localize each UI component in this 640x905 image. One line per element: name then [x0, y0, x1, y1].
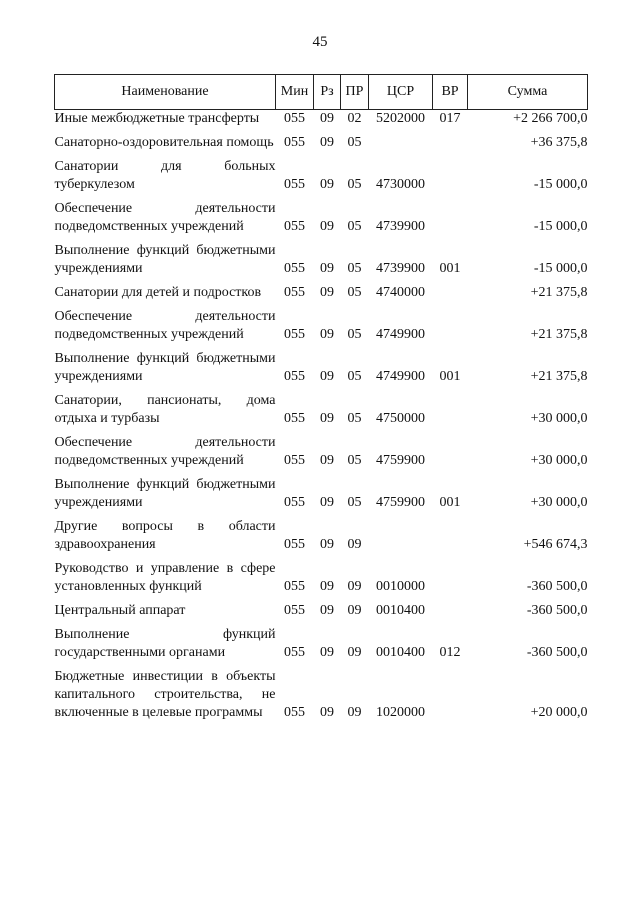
row-sum: -15 000,0 — [533, 177, 588, 192]
row-vr — [433, 392, 468, 434]
row-name: Бюджетные инвестиции в объекты капитального строительства, не включенные в целевые программы — [54, 669, 276, 720]
row-csr — [369, 134, 433, 158]
row-name: Санатории, пансионаты, дома отдыха и турбазы — [54, 393, 276, 426]
row-name-cell — [55, 158, 276, 200]
row-pr: 09 — [347, 579, 362, 594]
table-row — [55, 134, 588, 158]
row-min: 055 — [284, 705, 305, 720]
row-name: Центральный аппарат — [54, 603, 186, 618]
table-row — [55, 350, 588, 392]
row-rz: 09 — [320, 537, 334, 552]
table-body — [55, 110, 588, 729]
row-name: Обеспечение деятельности подведомственных учреждений — [54, 201, 276, 234]
row-csr: 4759900 — [376, 495, 425, 510]
row-name-cell — [55, 200, 276, 242]
header-vr: ВР — [433, 75, 468, 110]
row-pr: 09 — [347, 537, 362, 552]
table-row — [55, 668, 588, 728]
table-row — [55, 392, 588, 434]
page-number: 45 — [312, 34, 328, 50]
row-name-cell — [55, 308, 276, 350]
header-name: Наименование — [55, 75, 276, 110]
row-sum: -360 500,0 — [526, 603, 588, 618]
row-name: Санатории для детей и подростков — [54, 285, 262, 300]
header-pr: ПР — [341, 75, 369, 110]
row-name: Выполнение функций государственными органами — [54, 627, 276, 660]
row-pr: 05 — [347, 495, 362, 510]
row-vr: 001 — [439, 369, 461, 384]
table-row — [55, 158, 588, 200]
row-rz: 09 — [320, 261, 334, 276]
row-csr — [369, 518, 433, 560]
row-sum: +21 375,8 — [530, 285, 588, 300]
row-rz: 09 — [320, 369, 334, 384]
row-min: 055 — [284, 327, 305, 342]
row-rz: 09 — [320, 177, 334, 192]
row-rz: 09 — [320, 285, 334, 300]
table-row — [55, 560, 588, 602]
row-rz: 09 — [320, 411, 334, 426]
row-name: Выполнение функций бюджетными учреждениями — [54, 243, 276, 276]
row-min: 055 — [284, 111, 305, 126]
row-csr: 4739900 — [376, 219, 425, 234]
row-name: Иные межбюджетные трансферты — [54, 111, 260, 126]
row-rz: 09 — [320, 453, 334, 468]
row-vr — [433, 518, 468, 560]
row-name-cell — [55, 110, 276, 135]
row-min: 055 — [284, 177, 305, 192]
header-rz: Рз — [314, 75, 341, 110]
table-row — [55, 242, 588, 284]
row-min: 055 — [284, 579, 305, 594]
row-name-cell — [55, 284, 276, 308]
row-pr: 05 — [347, 369, 362, 384]
row-vr — [433, 434, 468, 476]
row-sum: +21 375,8 — [530, 369, 588, 384]
row-name-cell — [55, 134, 276, 158]
row-vr — [433, 308, 468, 350]
row-name-cell — [55, 476, 276, 518]
table-row — [55, 200, 588, 242]
row-name-cell — [55, 392, 276, 434]
row-csr: 4759900 — [376, 453, 425, 468]
row-pr: 05 — [347, 177, 362, 192]
table-row — [55, 626, 588, 668]
table-row — [55, 602, 588, 626]
row-sum: +21 375,8 — [530, 327, 588, 342]
row-rz: 09 — [320, 579, 334, 594]
row-vr — [433, 668, 468, 728]
row-rz: 09 — [320, 645, 334, 660]
row-min: 055 — [284, 285, 305, 300]
row-sum: +20 000,0 — [530, 705, 588, 720]
row-rz: 09 — [320, 327, 334, 342]
row-vr — [433, 284, 468, 308]
table-row — [55, 434, 588, 476]
row-vr: 001 — [439, 495, 461, 510]
row-csr: 4749900 — [376, 369, 425, 384]
budget-table — [54, 74, 588, 728]
row-name: Санаторно-оздоровительная помощь — [54, 135, 274, 150]
row-name: Санатории для больных туберкулезом — [54, 159, 276, 192]
row-min: 055 — [284, 603, 305, 618]
row-sum: +2 266 700,0 — [513, 111, 588, 126]
header-csr: ЦСР — [369, 75, 433, 110]
row-sum: -360 500,0 — [526, 645, 588, 660]
row-csr: 4750000 — [376, 411, 425, 426]
table-row — [55, 110, 588, 135]
row-min: 055 — [284, 261, 305, 276]
row-pr: 02 — [347, 111, 362, 126]
row-min: 055 — [284, 645, 305, 660]
row-sum: -15 000,0 — [533, 219, 588, 234]
table-row — [55, 518, 588, 560]
row-name-cell — [55, 602, 276, 626]
table-row — [55, 476, 588, 518]
row-name: Другие вопросы в области здравоохранения — [54, 519, 276, 552]
row-csr: 4749900 — [376, 327, 425, 342]
row-vr: 001 — [439, 261, 461, 276]
row-min: 055 — [284, 495, 305, 510]
row-pr: 05 — [347, 219, 362, 234]
row-vr: 017 — [439, 111, 461, 126]
row-name-cell — [55, 626, 276, 668]
row-name: Обеспечение деятельности подведомственных учреждений — [54, 435, 276, 468]
header-min: Мин — [276, 75, 314, 110]
row-csr: 5202000 — [376, 111, 425, 126]
row-name-cell — [55, 434, 276, 476]
row-rz: 09 — [320, 495, 334, 510]
row-rz: 09 — [320, 135, 334, 150]
row-name-cell — [55, 668, 276, 728]
row-pr: 05 — [347, 135, 362, 150]
row-name-cell — [55, 350, 276, 392]
row-sum: -15 000,0 — [533, 261, 588, 276]
table-header-row — [55, 75, 588, 110]
row-pr: 05 — [347, 327, 362, 342]
row-rz: 09 — [320, 603, 334, 618]
row-csr: 4740000 — [376, 285, 425, 300]
row-name: Выполнение функций бюджетными учреждениями — [54, 477, 276, 510]
row-min: 055 — [284, 369, 305, 384]
row-name: Выполнение функций бюджетными учреждениями — [54, 351, 276, 384]
row-min: 055 — [284, 453, 305, 468]
table-row — [55, 308, 588, 350]
row-pr: 05 — [347, 261, 362, 276]
row-pr: 09 — [347, 705, 362, 720]
row-pr: 09 — [347, 645, 362, 660]
row-name-cell — [55, 242, 276, 284]
row-csr: 0010000 — [376, 579, 425, 594]
row-vr: 012 — [439, 645, 461, 660]
row-rz: 09 — [320, 111, 334, 126]
row-min: 055 — [284, 537, 305, 552]
row-rz: 09 — [320, 219, 334, 234]
row-rz: 09 — [320, 705, 334, 720]
row-name: Руководство и управление в сфере установленных функций — [54, 561, 276, 594]
table-row — [55, 284, 588, 308]
row-pr: 05 — [347, 285, 362, 300]
row-sum: +30 000,0 — [530, 411, 588, 426]
row-sum: -360 500,0 — [526, 579, 588, 594]
row-sum: +30 000,0 — [530, 495, 588, 510]
row-name: Обеспечение деятельности подведомственных учреждений — [54, 309, 276, 342]
row-vr — [433, 602, 468, 626]
row-vr — [433, 200, 468, 242]
row-pr: 09 — [347, 603, 362, 618]
row-csr: 4730000 — [376, 177, 425, 192]
row-pr: 05 — [347, 411, 362, 426]
row-name-cell — [55, 518, 276, 560]
row-vr — [433, 560, 468, 602]
row-vr — [433, 134, 468, 158]
header-sum: Сумма — [468, 75, 588, 110]
row-min: 055 — [284, 219, 305, 234]
row-name-cell — [55, 560, 276, 602]
row-csr: 0010400 — [376, 645, 425, 660]
row-csr: 1020000 — [376, 705, 425, 720]
row-csr: 4739900 — [376, 261, 425, 276]
row-sum: +30 000,0 — [530, 453, 588, 468]
row-vr — [433, 158, 468, 200]
row-sum: +546 674,3 — [523, 537, 588, 552]
row-csr: 0010400 — [376, 603, 425, 618]
row-pr: 05 — [347, 453, 362, 468]
row-sum: +36 375,8 — [530, 135, 588, 150]
row-min: 055 — [284, 411, 305, 426]
row-min: 055 — [284, 135, 305, 150]
